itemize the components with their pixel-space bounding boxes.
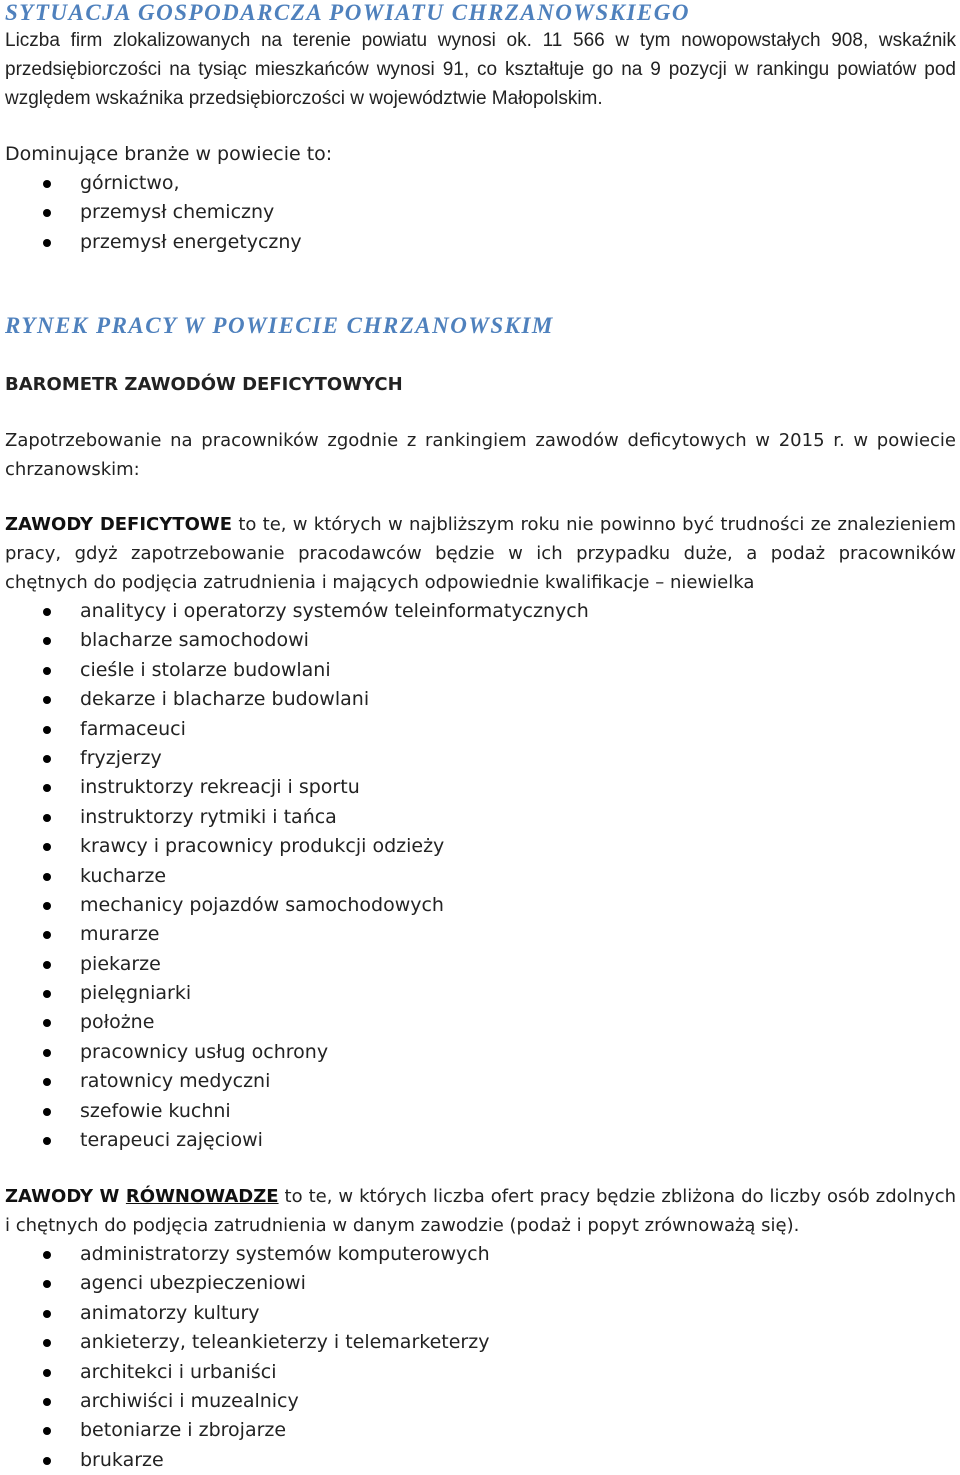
dominant-industries-intro: Dominujące branże w powiecie to: <box>5 143 333 165</box>
list-item <box>5 920 956 949</box>
list-item-text: betoniarze i zbrojarze <box>80 1419 287 1442</box>
list-item <box>5 950 956 979</box>
bullet-icon <box>43 180 51 188</box>
list-item-text: położne <box>80 1011 155 1034</box>
list-item-text: instruktorzy rytmiki i tańca <box>80 805 337 828</box>
bullet-icon <box>43 726 51 734</box>
list-item <box>5 1446 956 1475</box>
deficit-occupations-list <box>5 597 956 1155</box>
bullet-icon <box>43 1339 51 1347</box>
barometer-subtitle: BAROMETR ZAWODÓW DEFICYTOWYCH <box>5 374 403 395</box>
balanced-occupations-section <box>5 1182 956 1475</box>
list-item <box>5 832 956 861</box>
list-item <box>5 626 956 655</box>
list-item <box>5 1416 956 1445</box>
list-item <box>5 1269 956 1298</box>
list-item-text: fryzjerzy <box>80 746 162 769</box>
dominant-industries-list <box>5 169 956 257</box>
section-heading-labor-market: RYNEK PRACY W POWIECIE CHRZANOWSKIM <box>5 313 554 338</box>
bullet-icon <box>43 608 51 616</box>
bullet-icon <box>43 1398 51 1406</box>
list-item-text: terapeuci zajęciowi <box>80 1129 263 1152</box>
balanced-label-part2: RÓWNOWADZE <box>125 1186 279 1207</box>
bullet-icon <box>43 990 51 998</box>
bullet-icon <box>43 814 51 822</box>
list-item-text: architekci i urbaniści <box>80 1360 277 1383</box>
list-item-text: mechanicy pojazdów samochodowych <box>80 893 444 916</box>
bullet-icon <box>43 667 51 675</box>
list-item <box>5 1008 956 1037</box>
list-item-text: pielęgniarki <box>80 982 192 1005</box>
list-item-text: farmaceuci <box>80 717 186 740</box>
list-item-text: górnictwo, <box>80 172 180 194</box>
list-item-text: szefowie kuchni <box>80 1099 231 1122</box>
deficit-occupations-paragraph <box>5 510 956 597</box>
list-item-text: cieśle i stolarze budowlani <box>80 658 331 681</box>
balanced-occupations-text: to te, w których liczba ofert pracy będzie zbliżona do liczby osób zdolnych i chętnych do podjęcia zatrudnienia w danym zawodzie (podaż i popyt zrównoważą się). <box>5 1186 957 1236</box>
list-item <box>5 1240 956 1269</box>
list-item-text: analitycy i operatorzy systemów teleinformatycznych <box>80 600 589 622</box>
list-item <box>5 1328 956 1357</box>
list-item <box>5 803 956 832</box>
list-item-text: administratorzy systemów komputerowych <box>80 1243 490 1265</box>
list-item-text: ankieterzy, teleankieterzy i telemarketerzy <box>80 1331 490 1354</box>
list-item-text: ratownicy medyczni <box>80 1070 271 1093</box>
bullet-icon <box>43 696 51 704</box>
list-item <box>5 1387 956 1416</box>
list-item <box>5 1038 956 1067</box>
balanced-occupations-paragraph <box>5 1182 956 1240</box>
list-item-text: przemysł energetyczny <box>80 230 302 253</box>
bullet-icon <box>43 209 51 217</box>
list-item <box>5 1097 956 1126</box>
list-item <box>5 228 956 257</box>
bullet-icon <box>43 784 51 792</box>
list-item <box>5 1126 956 1155</box>
balanced-occupations-list <box>5 1240 956 1475</box>
list-item <box>5 685 956 714</box>
list-item <box>5 597 956 626</box>
list-item-text: agenci ubezpieczeniowi <box>80 1272 306 1295</box>
bullet-icon <box>43 931 51 939</box>
bullet-icon <box>43 1310 51 1318</box>
list-item-text: piekarze <box>80 952 161 975</box>
bullet-icon <box>43 1019 51 1027</box>
list-item <box>5 891 956 920</box>
bullet-icon <box>43 1280 51 1288</box>
section-heading-economy: SYTUACJA GOSPODARCZA POWIATU CHRZANOWSKIEGO <box>5 0 690 25</box>
list-item <box>5 198 956 227</box>
bullet-icon <box>43 239 51 247</box>
bullet-icon <box>43 1078 51 1086</box>
list-item-text: instruktorzy rekreacji i sportu <box>80 776 360 799</box>
balanced-occupations-label <box>5 1186 279 1207</box>
bullet-icon <box>43 637 51 645</box>
list-item <box>5 979 956 1008</box>
bullet-icon <box>43 902 51 910</box>
list-item-text: brukarze <box>80 1448 164 1471</box>
deficit-occupations-text: to te, w których w najbliższym roku nie powinno być trudności ze znalezieniem pracy, gdyż zapotrzebowanie pracodawców będzie w ich przypadku duże, a podaż pracowników chętnych do podjęcia zatrudnienia i mających odpowiednie kwalifikacje – niewielka <box>5 514 957 593</box>
deficit-occupations-label: ZAWODY DEFICYTOWE <box>5 514 233 535</box>
list-item <box>5 169 956 198</box>
list-item <box>5 744 956 773</box>
list-item <box>5 1358 956 1387</box>
list-item-text: kucharze <box>80 864 167 887</box>
list-item-text: krawcy i pracownicy produkcji odzieży <box>80 835 445 858</box>
list-item-text: przemysł chemiczny <box>80 201 275 224</box>
list-item-text: archiwiści i muzealnicy <box>80 1389 299 1412</box>
list-item <box>5 773 956 802</box>
bullet-icon <box>43 961 51 969</box>
bullet-icon <box>43 755 51 763</box>
list-item <box>5 1299 956 1328</box>
bullet-icon <box>43 843 51 851</box>
list-item <box>5 715 956 744</box>
bullet-icon <box>43 1108 51 1116</box>
list-item <box>5 1067 956 1096</box>
demand-paragraph: Zapotrzebowanie na pracowników zgodnie z rankingiem zawodów deficytowych w 2015 r. w powiecie chrzanowskim: <box>5 430 956 480</box>
bullet-icon <box>43 1427 51 1435</box>
bullet-icon <box>43 1457 51 1465</box>
bullet-icon <box>43 1049 51 1057</box>
dominant-industries <box>5 140 956 257</box>
bullet-icon <box>43 1137 51 1145</box>
list-item-text: animatorzy kultury <box>80 1301 260 1324</box>
list-item-text: blacharze samochodowi <box>80 629 309 652</box>
economy-intro-paragraph: Liczba firm zlokalizowanych na terenie powiatu wynosi ok. 11 566 w tym nowopowstałych 908, wskaźnik przedsiębiorczości na tysiąc mieszkańców wynosi 91, co kształtuje go na 9 pozycji w rankingu powiatów pod względem wskaźnika przedsiębiorczości w województwie Małopolskim. <box>5 30 956 109</box>
list-item <box>5 656 956 685</box>
list-item-text: dekarze i blacharze budowlani <box>80 688 370 711</box>
bullet-icon <box>43 1251 51 1259</box>
bullet-icon <box>43 873 51 881</box>
list-item-text: pracownicy usług ochrony <box>80 1040 329 1063</box>
list-item-text: murarze <box>80 923 160 946</box>
deficit-occupations-section <box>5 510 956 1155</box>
balanced-label-part1: ZAWODY W <box>5 1186 126 1207</box>
list-item <box>5 862 956 891</box>
bullet-icon <box>43 1369 51 1377</box>
